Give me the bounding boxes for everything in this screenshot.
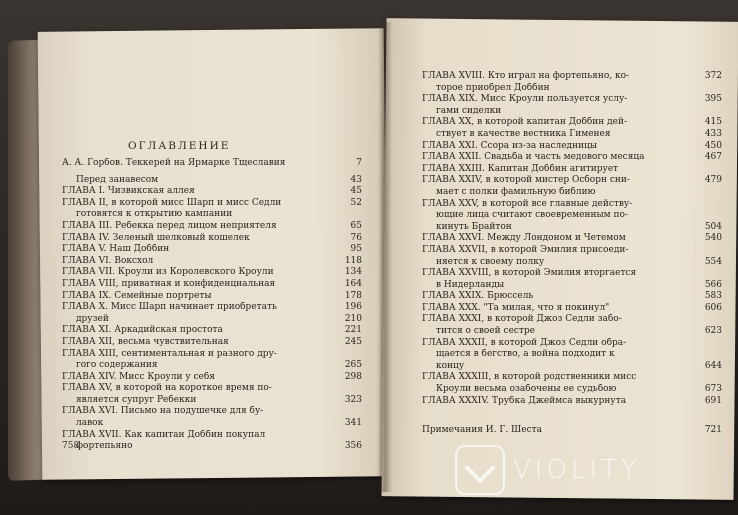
toc-entry-page (338, 430, 362, 442)
toc-entry-page: 265 (344, 360, 362, 371)
toc-entry-title: ГЛАВА XXXII, в которой Джоз Седли обра- (422, 337, 627, 348)
toc-entry (422, 210, 722, 222)
toc-entry (422, 245, 722, 257)
toc-entry-page (698, 372, 722, 384)
toc-entry-page: 323 (344, 394, 362, 405)
toc-entry-title: ГЛАВА XI. Аркадийская простота (62, 325, 223, 336)
toc-entry (62, 360, 362, 372)
toc-entry (422, 349, 722, 361)
toc-entry-title: ГЛАВА XXXIII, в которой родственники мисс (422, 372, 637, 383)
toc-entry-page (698, 338, 722, 350)
toc-entry-title: ГЛАВА I. Чизвикская аллея (62, 186, 195, 197)
toc-entry-page (698, 210, 722, 222)
toc-entry (422, 384, 722, 396)
notes-title: Примечания И. Г. Шеста (422, 425, 543, 435)
toc-entry (422, 117, 722, 129)
toc-entry (62, 395, 362, 407)
toc-entry-page: 606 (704, 302, 722, 313)
toc-entry-title: ГЛАВА XXVII, в которой Эмилия присоеди- (422, 244, 629, 255)
toc-entry-title: няется к своему полку (436, 256, 545, 267)
toc-entry-title: ГЛАВА VIII, приватная и конфиденциальная (62, 278, 276, 289)
toc-entry-page (338, 349, 362, 361)
toc-entry-page (698, 164, 722, 176)
toc-entry-title: ГЛАВА II, в которой мисс Шарп и мисс Седли (62, 197, 282, 208)
notes-page: 721 (704, 425, 722, 435)
toc-entry (422, 361, 722, 373)
toc-entry (422, 222, 722, 234)
watermark (455, 445, 641, 495)
toc-entry-page: 450 (704, 140, 722, 151)
toc-entry-page: 65 (350, 220, 362, 231)
toc-entry-page: 134 (344, 267, 362, 278)
toc-entry (62, 221, 362, 233)
toc-entry-page: 356 (344, 441, 362, 452)
toc-entry-page: 504 (704, 221, 722, 232)
toc-entry-title: ГЛАВА XXI. Ссора из-за наследницы (422, 140, 598, 151)
toc-entry (62, 158, 362, 170)
toc-entry-title: ГЛАВА III. Ребекка перед лицом неприятеля (62, 220, 277, 231)
toc-entry-title: ГЛАВА XVI. Письмо на подушечке для бу- (62, 406, 264, 417)
toc-entry-title: А. А. Горбов. Теккерей на Ярмарке Тщеславия (62, 158, 286, 168)
toc-entry-title: ГЛАВА XXX. "Та милая, что я покинул" (422, 302, 610, 313)
toc-entry-title: ГЛАВА XII, весьма чувствительная (62, 336, 229, 347)
violity-logo-icon (455, 445, 505, 495)
toc-entry-page (698, 314, 722, 326)
toc-entry-page (338, 209, 362, 221)
toc-entry-page (698, 245, 722, 257)
toc-entry (422, 129, 722, 141)
toc-entry (62, 198, 362, 210)
toc-entry (422, 372, 722, 384)
toc-entry (62, 372, 362, 384)
toc-entry-page: 566 (704, 279, 722, 290)
toc-entry-page: 245 (344, 336, 362, 347)
toc-entry-title: ГЛАВА XVIII. Кто играл на фортепьяно, ко- (422, 71, 630, 81)
toc-entry-page (698, 199, 722, 211)
toc-entry-title: ГЛАВА XXXI, в которой Джоз Седли забо- (422, 314, 622, 325)
book-gutter (378, 22, 392, 492)
toc-entry-page: 583 (704, 291, 722, 302)
toc-entry (422, 326, 722, 338)
toc-entry (62, 209, 362, 221)
toc-entry-page: 7 (356, 158, 362, 168)
toc-entry-title: ГЛАВА XXII. Свадьба и часть медового месяца (422, 152, 645, 163)
toc-entry (62, 244, 362, 256)
toc-entry-page: 372 (704, 71, 722, 81)
toc-entry (422, 396, 722, 408)
toc-entry-page: 45 (350, 186, 362, 197)
toc-entry-title: гами сиделки (436, 105, 502, 116)
toc-entry-page: 540 (704, 233, 722, 244)
toc-entry (422, 314, 722, 326)
toc-entry (422, 257, 722, 269)
toc-entry (62, 256, 362, 268)
toc-entry (422, 152, 722, 164)
toc-entry-page: 433 (704, 128, 722, 139)
toc-entry-title: щается в бегство, а война подходит к (436, 349, 615, 360)
toc-entry-page (338, 383, 362, 395)
toc-entry-title: ГЛАВА XXIII. Капитан Доббин агитирует (422, 163, 619, 174)
toc-entry-page (698, 83, 722, 95)
toc-entry-title: ГЛАВА XVII. Как капитан Доббин покупал (62, 429, 266, 440)
toc-entry-page: 395 (704, 94, 722, 105)
toc-entry-title: ГЛАВА V. Наш Доббин (62, 244, 170, 255)
toc-entry-title: ГЛАВА XIX. Мисс Кроули пользуется услу- (422, 94, 628, 105)
toc-entry-title: ГЛАВА XIII, сентиментальная и разного дру- (62, 348, 277, 359)
toc-entry-page (698, 349, 722, 361)
toc-entry-title: Кроули весьма озабочены ее судьбою (436, 384, 617, 395)
toc-entry (422, 141, 722, 153)
toc-entry (422, 338, 722, 350)
toc-entry-page: 210 (344, 313, 362, 324)
toc-entry-title: готовятся к открытию кампании (76, 209, 233, 220)
toc-entry-title: ГЛАВА XIV. Мисс Кроули у себя (62, 371, 215, 382)
toc-entry-page: 52 (350, 197, 362, 208)
toc-entry-page: 298 (344, 371, 362, 382)
toc-entry-title: ГЛАВА XXVI. Между Лондоном и Четемом (422, 233, 626, 244)
toc-entry (62, 302, 362, 314)
toc-entry (422, 291, 722, 303)
toc-entry-title: является супруг Ребекки (76, 394, 197, 405)
toc-entry-title: концу (436, 360, 465, 371)
left-page-number: 758 (62, 441, 80, 451)
toc-entry (62, 430, 362, 442)
toc-entry-title: фортепьяно (76, 441, 133, 452)
toc-entry (62, 314, 362, 326)
toc-entry-page: 554 (704, 256, 722, 267)
toc-entry-page: 467 (704, 152, 722, 163)
toc-entry-title: лавок (76, 418, 104, 429)
toc-entry-title: тится о своей сестре (436, 326, 535, 337)
toc-entry (422, 71, 722, 83)
toc-entry (422, 164, 722, 176)
toc-entry (422, 268, 722, 280)
toc-entry (62, 349, 362, 361)
toc-entry-page: 479 (704, 175, 722, 186)
toc-entry-title: ющие лица считают своевременным по- (436, 210, 628, 221)
toc-entry-page: 178 (344, 290, 362, 301)
toc-entry (62, 418, 362, 430)
left-toc-list (62, 158, 362, 453)
toc-entry-title: ГЛАВА IX. Семейные портреты (62, 290, 212, 301)
toc-entry-page: 164 (344, 278, 362, 289)
toc-entry-title: ГЛАВА XXXIV. Трубка Джеймса выкурнута (422, 395, 627, 406)
toc-entry-title: друзей (76, 313, 109, 324)
toc-entry-page: 415 (704, 117, 722, 128)
toc-entry-title: мает с полки фамильную библию (436, 186, 596, 197)
toc-entry-title: Перед занавесом (76, 174, 159, 185)
toc-entry (422, 106, 722, 118)
toc-entry-title: ГЛАВА XV, в которой на короткое время по- (62, 383, 272, 394)
toc-entry (62, 325, 362, 337)
toc-entry-title: ГЛАВА XXV, в которой все главные действу- (422, 198, 633, 209)
toc-entry-title: ГЛАВА XXVIII, в которой Эмилия вторгается (422, 268, 637, 279)
watermark-text: VIOLITY (513, 455, 641, 485)
toc-entry-page (698, 106, 722, 118)
toc-entry-page (338, 406, 362, 418)
toc-entry-page: 196 (344, 302, 362, 313)
toc-entry (62, 441, 362, 453)
toc-entry (62, 291, 362, 303)
toc-entry (62, 337, 362, 349)
toc-title: ОГЛАВЛЕНИЕ (128, 140, 231, 152)
toc-entry-page: 691 (704, 395, 722, 406)
toc-entry-page: 76 (350, 232, 362, 243)
toc-entry-page: 341 (344, 418, 362, 429)
toc-entry (62, 383, 362, 395)
toc-entry-title: ГЛАВА VII. Кроули из Королевского Кроули (62, 267, 274, 278)
notes-entry (422, 425, 722, 437)
right-toc-list (422, 71, 722, 407)
toc-entry-title: в Нидерланды (436, 279, 505, 290)
toc-entry-title: ГЛАВА XXIV, в которой мистер Осборн сни- (422, 175, 630, 186)
toc-entry-title: гого содержания (76, 360, 158, 371)
toc-entry-page (698, 268, 722, 280)
toc-entry-title: ГЛАВА VI. Воксхол (62, 255, 154, 266)
toc-entry-title: ствует в качестве вестника Гименея (436, 128, 611, 139)
toc-entry-page (698, 187, 722, 199)
toc-entry (422, 94, 722, 106)
toc-entry (422, 83, 722, 95)
toc-entry-page: 118 (344, 255, 362, 266)
toc-entry (62, 406, 362, 418)
toc-entry-title: ГЛАВА X. Мисс Шарп начинает приобретать (62, 302, 277, 313)
toc-entry (62, 175, 362, 187)
toc-entry (62, 267, 362, 279)
toc-entry-title: торое приобрел Доббин (436, 82, 550, 93)
toc-entry-page: 95 (350, 244, 362, 255)
toc-entry-page: 43 (350, 174, 362, 185)
toc-entry (422, 280, 722, 292)
toc-entry-page: 623 (704, 326, 722, 337)
toc-entry (422, 303, 722, 315)
toc-entry (422, 233, 722, 245)
toc-entry (62, 186, 362, 198)
toc-entry-title: кинуть Брайтон (436, 221, 512, 232)
toc-entry-title: ГЛАВА IV. Зеленый шелковый кошелек (62, 232, 250, 243)
toc-entry-page: 673 (704, 384, 722, 395)
toc-entry-title: ГЛАВА XX, в которой капитан Доббин дей- (422, 117, 628, 128)
toc-entry-title: ГЛАВА XXIX. Брюссель (422, 291, 534, 302)
toc-entry-page: 644 (704, 360, 722, 371)
toc-entry (62, 233, 362, 245)
toc-entry (422, 175, 722, 187)
toc-entry (422, 199, 722, 211)
toc-entry (422, 187, 722, 199)
toc-entry (62, 279, 362, 291)
toc-entry-page: 221 (344, 325, 362, 336)
